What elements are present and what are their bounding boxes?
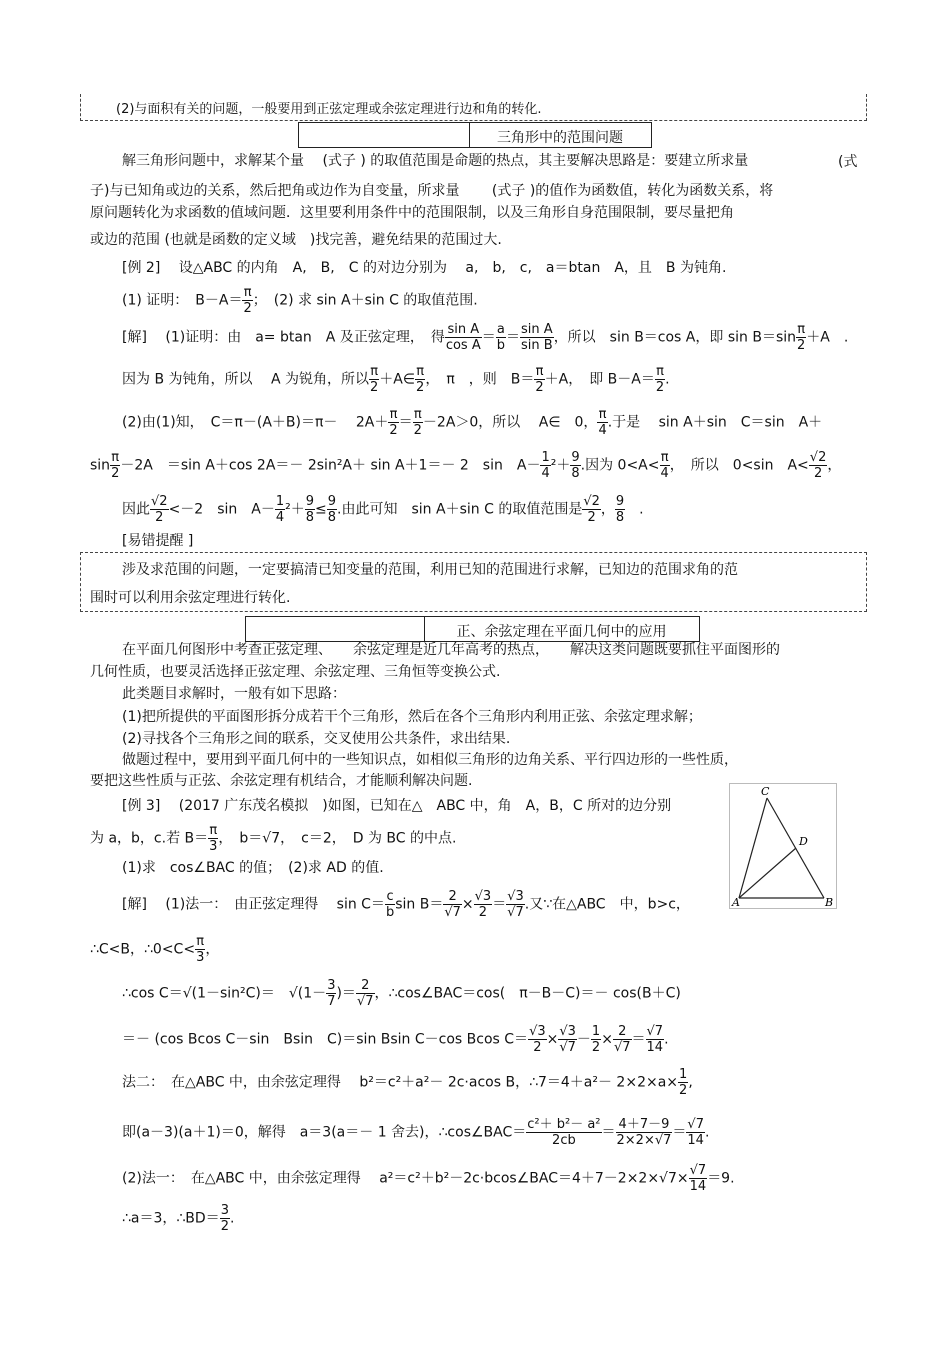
label-a: A [732, 896, 740, 908]
paragraph: 要把这些性质与正弦、余弦定理有机结合，才能顺利解决问题. [90, 773, 473, 789]
solution-line: ∴C<B，∴0<C< $\frac{\pi}{3}$ ， [90, 934, 220, 965]
example-statement: [例 2] 设△ABC 的内角 A, B, C 的对边分别为 a, b, c, a＝btan A，且 B 为钝角. [122, 260, 727, 276]
section-title: 正、余弦定理在平面几何中的应用 [456, 624, 667, 640]
paragraph: 做题过程中，要用到平面几何中的一些知识点，如相似三角形的边角关系、平行四边形的一些性质， [122, 752, 738, 768]
solution-line: ∴a＝3，∴BD＝ $\frac{3}{2}$ . [122, 1203, 235, 1234]
solution-line: ∴cos C＝√(1－sin²C)＝ √(1－ $\frac{3}{7}$ )＝ $\frac{2}{√7}$ ，∴cos∠BAC＝cos( π－B－C)＝－ cos(B＋C) [122, 978, 681, 1009]
note-text: (2)与面积有关的问题，一般要用到正弦定理或余弦定理进行边和角的转化. [116, 102, 542, 117]
label-d: D [799, 835, 808, 848]
tip-label: [易错提醒 ] [122, 533, 194, 549]
solution-line: 因为 B 为钝角，所以 A 为锐角，所以 $\frac{\pi}{2}$ ＋A∈ $\frac{\pi}{2}$ ， π ，则 B＝ $\frac{\pi}{2}$ ＋A， 即 B－A＝ $\frac{\pi}{2}$ . [122, 364, 670, 395]
triangle-figure [729, 783, 837, 909]
paragraph: (式 [838, 154, 858, 170]
example-statement: [例 3] (2017 广东茂名模拟 )如图，已知在△ ABC 中，角 A，B，C 所对的边分别 [122, 798, 672, 814]
solution-line: 因此 $\frac{√2}{2}$ <－2 sin A－ $\frac{1}{4}$ ²＋ $\frac{9}{8}$ ≤ $\frac{9}{8}$ .由此可知 sin A＋sin C 的取值范围是 $\frac{√2}{2}$ ， $\frac{9}{8}$ . [122, 494, 644, 525]
tip-text: 涉及求范围的问题，一定要搞清已知变量的范围，利用已知的范围进行求解，已知边的范围求角的范 [122, 562, 738, 578]
section-title: 三角形中的范围问题 [497, 130, 623, 146]
solution-line: (2)由(1)知， C＝π－(A＋B)＝π－ 2A＋ $\frac{\pi}{2}$ ＝ $\frac{\pi}{2}$ －2A＞0，所以 A∈ 0， $\frac{\pi}{4}$ .于是 sin A＋sin C＝sin A＋ [122, 407, 823, 438]
section-header-range [298, 122, 652, 148]
paragraph: 几何性质，也要灵活选择正弦定理、余弦定理、三角恒等变换公式. [90, 664, 501, 680]
paragraph: 原问题转化为求函数的值域问题．这里要利用条件中的范围限制，以及三角形自身范围限制，要尽量把角 [90, 205, 734, 221]
paragraph: (1)把所提供的平面图形拆分成若干个三角形，然后在各个三角形内利用正弦、余弦定理求解； [122, 709, 702, 725]
label-b: B [825, 896, 834, 908]
paragraph: 或边的范围 (也就是函数的定义域 )找完善，避免结果的范围过大. [90, 232, 502, 248]
question-line: (1)求 cos∠BAC 的值； (2)求 AD 的值. [122, 860, 384, 876]
paragraph: 解三角形问题中，求解某个量 (式子 ) 的取值范围是命题的热点，其主要解决思路是：要建立所求量 [122, 153, 749, 169]
solution-line: ＝－ (cos Bcos C－sin Bsin C)＝sin Bsin C－cos Bcos C＝ $\frac{√3}{2}$ × $\frac{√3}{√7}$ － $\frac{1}{2}$ × $\frac{2}{√7}$ ＝ $\frac{√7}{14}$ . [122, 1024, 669, 1055]
solution-line: 即(a－3)(a＋1)＝0，解得 a＝3(a＝－ 1 舍去)，∴cos∠BAC＝ $\frac{\text{c²＋ b²－ a²}}{2cb}$ ＝ $\frac{4+7-9}{2\times 2\times√7}$ ＝ $\frac{√7}{14}$ . [122, 1117, 710, 1148]
paragraph: 此类题目求解时，一般有如下思路： [122, 686, 346, 702]
triangle-diagram [730, 784, 836, 908]
solution-line: 法二： 在△ABC 中，由余弦定理得 b²＝c²＋a²－ 2c·acos B，∴7＝4＋a²－ 2×2×a× $\frac{1}{2}$ , [122, 1067, 693, 1098]
solution-line: [解] (1)法一： 由正弦定理得 sin C＝ $\frac{c}{b}$ sin B＝ $\frac{2}{√7}$ × $\frac{√3}{2}$ ＝ $\frac{√3}{√7}$ .又∵在△ABC 中，b>c， [122, 889, 690, 920]
question-line: (1) 证明： B－A＝ $\frac{\pi}{2}$ ； (2) 求 sin A＋sin C 的取值范围. [122, 285, 478, 316]
section-header-geometry [245, 616, 700, 642]
paragraph: (2)寻找各个三角形之间的联系，交叉使用公共条件，求出结果. [122, 731, 511, 747]
solution-line: (2)法一： 在△ABC 中，由余弦定理得 a²＝c²＋b²－2c·bcos∠BAC＝4＋7－2×2×√7× $\frac{√7}{14}$ ＝9. [122, 1163, 735, 1194]
solution-line: sin $\frac{\pi}{2}$ －2A ＝sin A＋cos 2A＝－ 2sin²A＋ sin A＋1＝－ 2 sin A－ $\frac{1}{4}$ ²＋ $\frac{9}{8}$ .因为 0<A< $\frac{\pi}{4}$ ， 所以 0<sin A< $\frac{√2}{2}$ ， [90, 450, 842, 481]
example-statement: 为 a，b，c.若 B＝ $\frac{\pi}{3}$ ， b＝√7， c＝2， D 为 BC 的中点. [90, 823, 457, 854]
tip-text: 围时可以利用余弦定理进行转化. [90, 590, 291, 606]
paragraph: 子)与已知角或边的关系，然后把角或边作为自变量，所求量 (式子 )的值作为函数值，转化为函数关系，将 [90, 183, 774, 199]
label-c: C [761, 785, 770, 798]
paragraph: 在平面几何图形中考查正弦定理、 余弦定理是近几年高考的热点， 解决这类问题既要抓住平面图形的 [122, 642, 780, 658]
solution-line: [解] (1)证明：由 a= btan A 及正弦定理， 得 $\frac{\text{sin A}}{\text{cos A}}$ ＝ $\frac{a}{b}$ ＝ $\frac{\text{sin A}}{\text{sin B}}$ ，所以 sin B＝cos A，即 sin B＝sin $\frac{\pi}{2}$ ＋A . [122, 322, 849, 353]
